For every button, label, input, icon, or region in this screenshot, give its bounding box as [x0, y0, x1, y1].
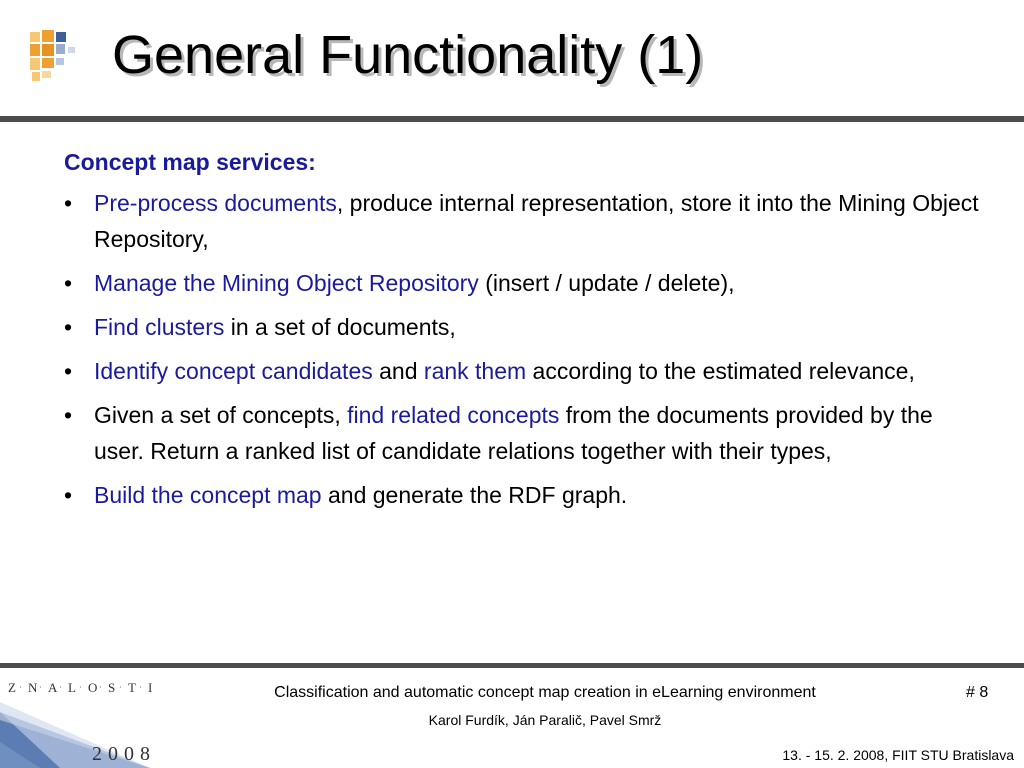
- bullet-text: , produce internal representation, store it into the Mining Object Repository,: [94, 190, 979, 252]
- highlighted-phrase: Build the concept map: [94, 482, 322, 508]
- logo-letter: N: [28, 680, 38, 695]
- footer-authors: Karol Furdík, Ján Paralič, Pavel Smrž: [428, 712, 662, 728]
- bullet-text: from the documents provided by the user. Return a ranked list of candidate relations together with their types,: [94, 402, 933, 464]
- highlighted-phrase: Identify concept candidates: [94, 358, 373, 384]
- footer-title: Classification and automatic concept map creation in eLearning environment: [274, 684, 816, 701]
- bullet-list: [64, 185, 984, 513]
- bullet-text: in a set of documents,: [224, 314, 456, 340]
- logo-letter: O: [88, 680, 98, 695]
- bullet-item: [64, 477, 984, 513]
- bullet-item: [64, 309, 984, 345]
- logo-separator-dot: ·: [139, 683, 142, 692]
- bullet-item: [64, 265, 984, 301]
- slide-content: [64, 146, 984, 521]
- bullet-dot-icon: •: [64, 402, 73, 428]
- presentation-logo-icon: [28, 28, 86, 86]
- logo-letter: Z: [8, 680, 16, 695]
- bullet-dot-icon: •: [64, 270, 73, 296]
- section-heading: Concept map services:: [64, 149, 316, 175]
- slide-title: General Functionality (1): [112, 25, 704, 85]
- highlighted-phrase: Manage the Mining Object Repository: [94, 270, 479, 296]
- footer-date-place: 13. - 15. 2. 2008, FIIT STU Bratislava: [782, 747, 1014, 763]
- znalosti-logo: [0, 672, 178, 768]
- bullet-text: according to the estimated relevance,: [526, 358, 915, 384]
- bullet-text: Given a set of concepts,: [94, 402, 348, 428]
- highlighted-phrase: Pre-process documents: [94, 190, 337, 216]
- highlighted-phrase: rank them: [423, 358, 527, 384]
- bullet-item: [64, 397, 984, 469]
- bullet-dot-icon: •: [64, 314, 73, 340]
- logo-letter: T: [128, 680, 136, 695]
- bullet-text: and generate the RDF graph.: [321, 482, 628, 508]
- logo-separator-dot: ·: [79, 683, 82, 692]
- logo-letter: L: [68, 680, 76, 695]
- logo-separator-dot: ·: [59, 683, 62, 692]
- logo-letter: S: [108, 680, 116, 695]
- bullet-item: [64, 185, 984, 257]
- page-number: # 8: [966, 684, 989, 701]
- title-divider: [0, 116, 1024, 122]
- logo-letter: A: [48, 680, 58, 695]
- footer-divider: [0, 663, 1024, 668]
- logo-separator-dot: ·: [119, 683, 122, 692]
- bullet-dot-icon: •: [64, 358, 73, 384]
- logo-separator-dot: ·: [99, 683, 102, 692]
- logo-separator-dot: ·: [19, 683, 22, 692]
- highlighted-phrase: Find clusters: [94, 314, 225, 340]
- bullet-text: (insert / update / delete),: [478, 270, 735, 296]
- bullet-text: and: [372, 358, 424, 384]
- logo-year: 2008: [92, 743, 156, 765]
- logo-letter: I: [148, 680, 153, 695]
- bullet-dot-icon: •: [64, 482, 73, 508]
- highlighted-phrase: find related concepts: [347, 402, 560, 428]
- bullet-item: [64, 353, 984, 389]
- logo-separator-dot: ·: [39, 683, 42, 692]
- bullet-dot-icon: •: [64, 190, 73, 216]
